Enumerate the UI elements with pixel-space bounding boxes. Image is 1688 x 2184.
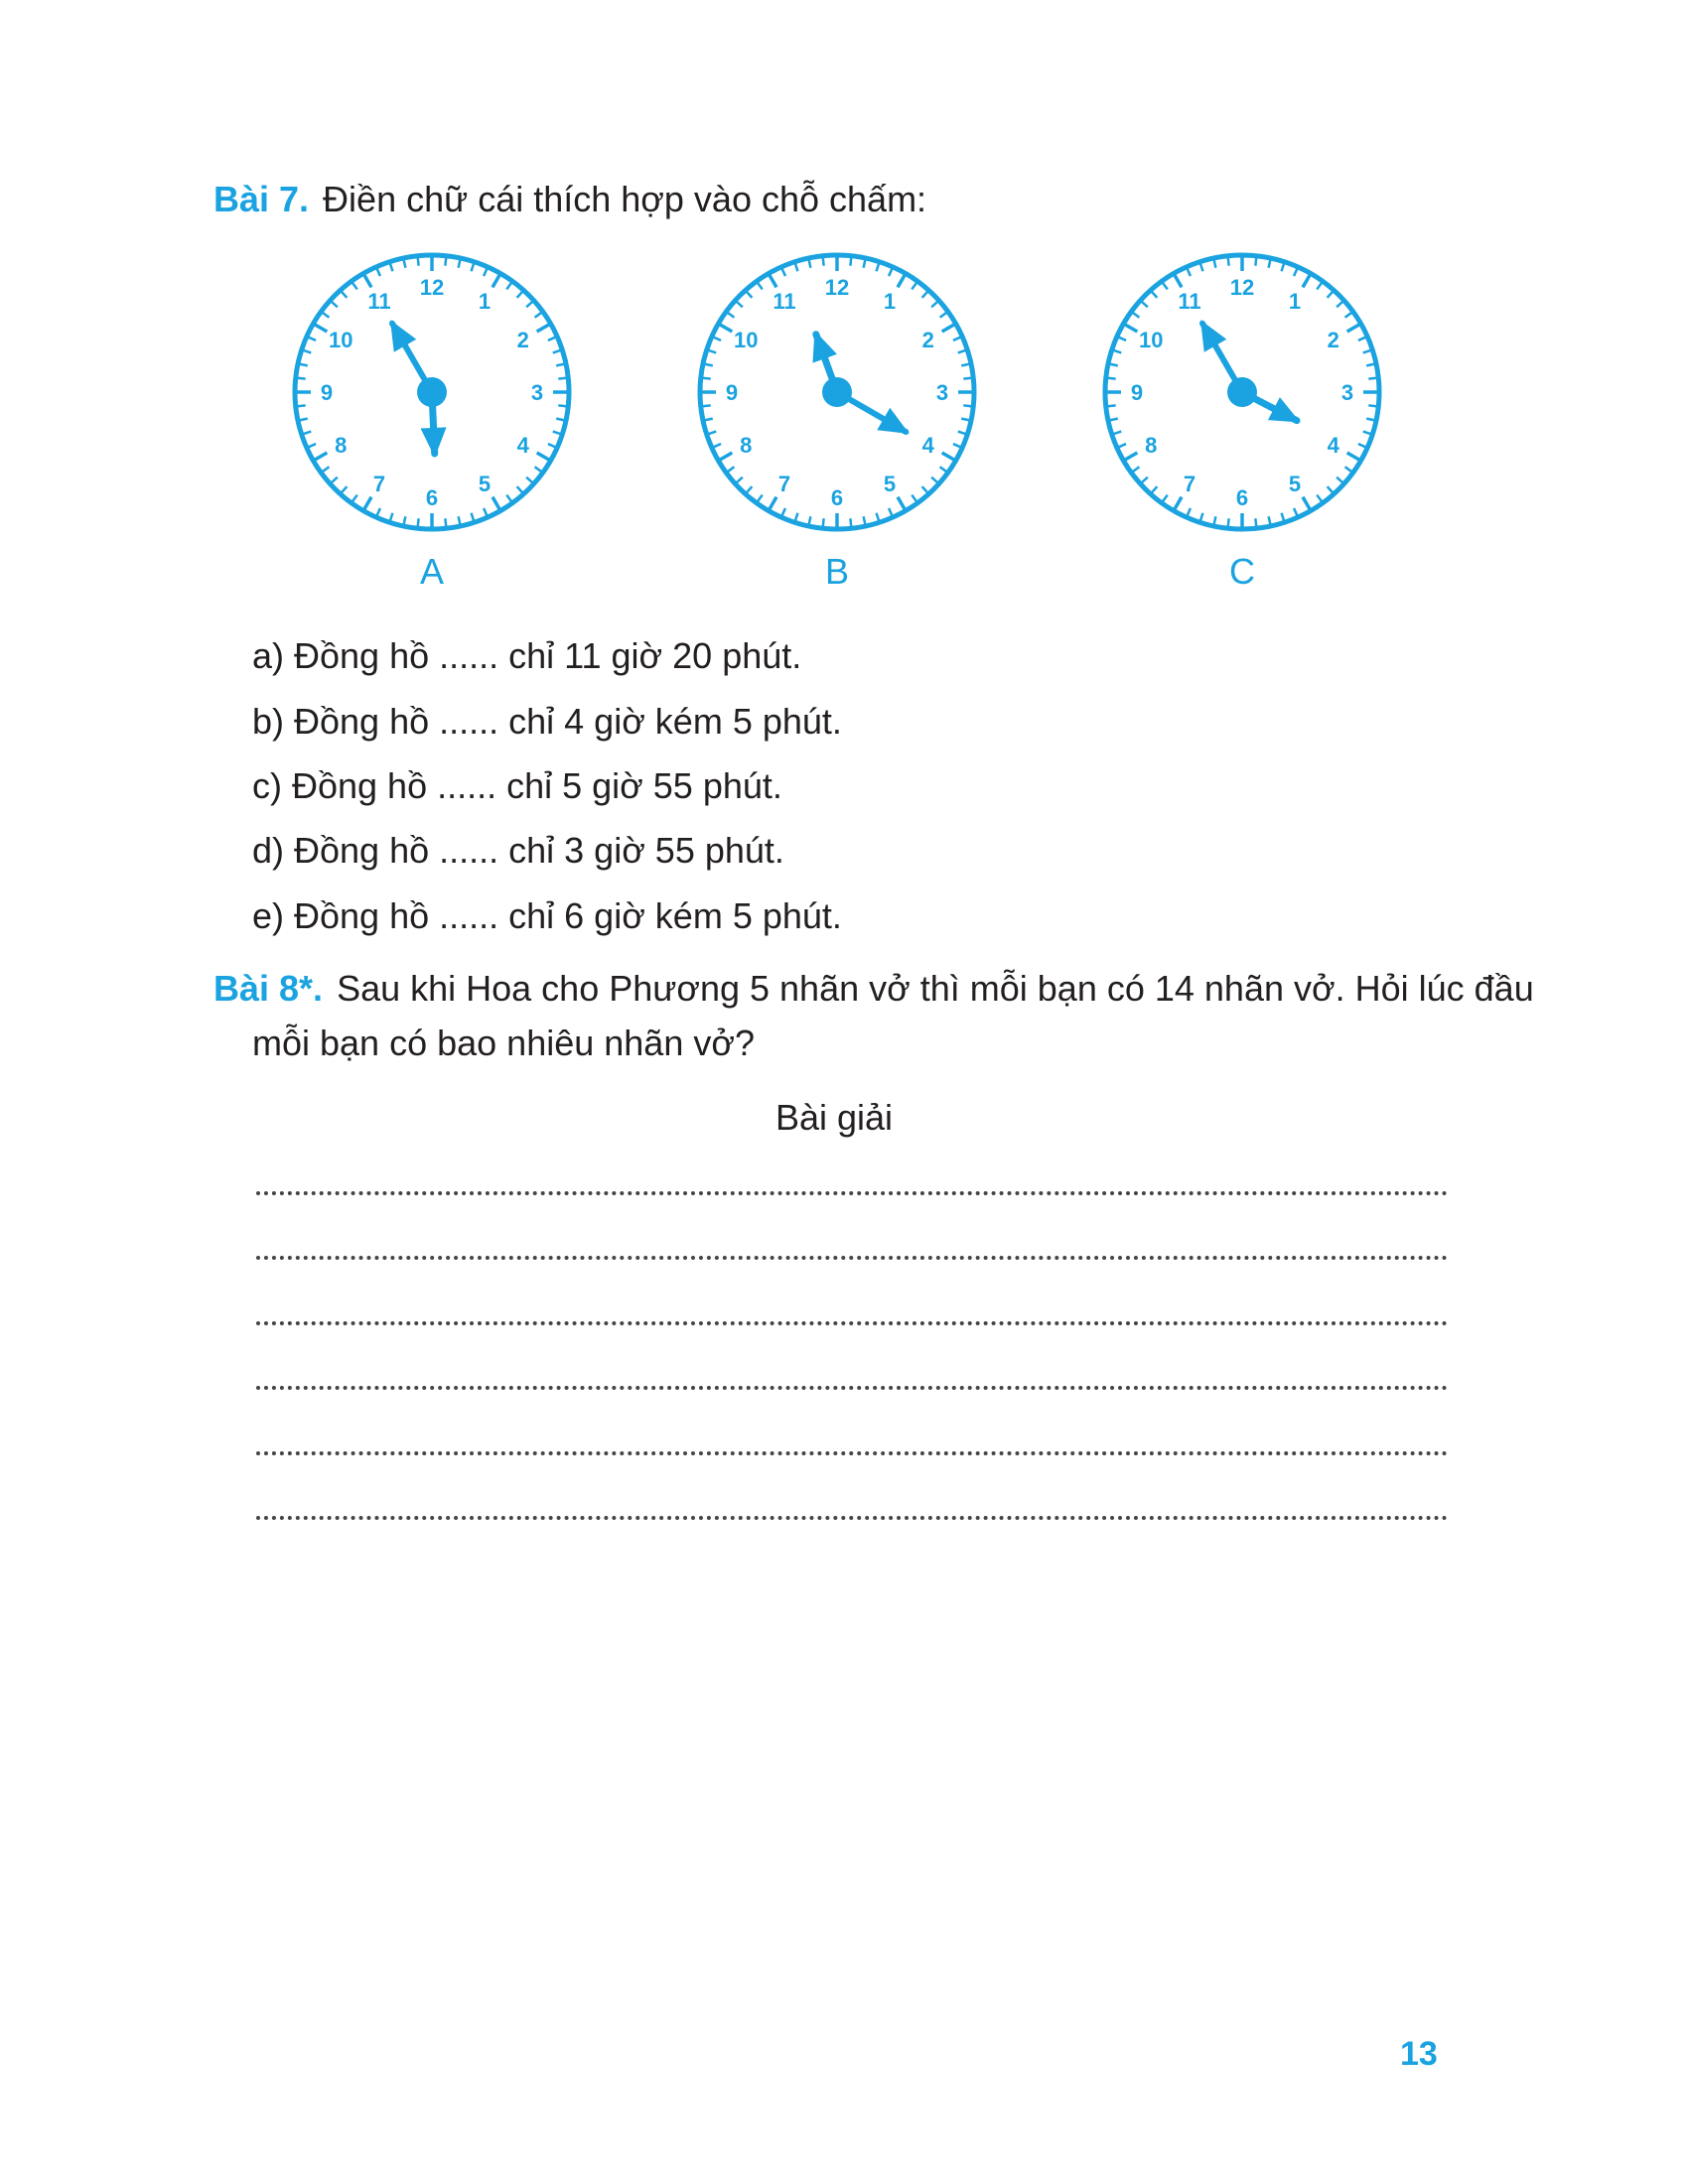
minute-tick bbox=[823, 518, 824, 526]
clock-number: 3 bbox=[935, 380, 949, 405]
minute-tick bbox=[1175, 275, 1182, 287]
clock-number: 8 bbox=[1145, 433, 1158, 458]
minute-tick bbox=[1269, 260, 1271, 268]
minute-tick bbox=[309, 444, 316, 447]
minute-tick bbox=[1228, 518, 1229, 526]
minute-tick bbox=[940, 467, 946, 472]
minute-tick bbox=[1317, 495, 1322, 501]
clock-row bbox=[278, 248, 1410, 606]
minute-tick bbox=[404, 516, 406, 524]
minute-tick bbox=[1108, 405, 1116, 406]
clock-b bbox=[693, 248, 981, 536]
clock-number: 2 bbox=[1327, 328, 1339, 352]
clock-number: 8 bbox=[740, 433, 753, 458]
clock-number: 1 bbox=[1288, 289, 1302, 315]
minute-tick bbox=[1317, 283, 1322, 289]
clock-number: 1 bbox=[478, 289, 492, 315]
clock-number: 8 bbox=[335, 433, 348, 458]
minute-tick bbox=[1255, 518, 1256, 526]
clock-number: 10 bbox=[733, 328, 759, 352]
clock-number: 3 bbox=[1340, 380, 1354, 405]
hour-hand-head bbox=[812, 331, 836, 363]
minute-tick bbox=[714, 444, 721, 447]
minute-tick bbox=[1214, 516, 1216, 524]
minute-tick bbox=[963, 378, 971, 379]
clock-number: 5 bbox=[1288, 471, 1302, 496]
clock-number: 7 bbox=[777, 471, 791, 496]
minute-tick bbox=[1200, 264, 1202, 272]
minute-tick bbox=[1347, 453, 1359, 460]
minute-tick bbox=[1255, 258, 1256, 266]
minute-tick bbox=[850, 258, 851, 266]
minute-tick bbox=[418, 518, 419, 526]
bai8-prompt bbox=[213, 968, 1534, 1010]
minute-tick bbox=[298, 378, 306, 379]
bai7-label: Bài 7. bbox=[213, 179, 310, 219]
minute-tick bbox=[332, 302, 338, 307]
minute-tick bbox=[418, 258, 419, 266]
minute-tick bbox=[459, 260, 461, 268]
minute-tick bbox=[1214, 260, 1216, 268]
clock-number: 9 bbox=[725, 380, 739, 405]
minute-tick bbox=[472, 264, 474, 272]
minute-tick bbox=[1188, 508, 1191, 515]
minute-tick bbox=[931, 302, 937, 307]
minute-tick bbox=[782, 508, 785, 515]
answer-line[interactable] bbox=[256, 1386, 1448, 1390]
minute-tick bbox=[1363, 432, 1371, 434]
minute-tick bbox=[1133, 313, 1139, 318]
minute-tick bbox=[1163, 283, 1168, 289]
minute-tick bbox=[506, 283, 511, 289]
minute-tick bbox=[953, 444, 960, 447]
minute-tick bbox=[558, 378, 566, 379]
clock-number: 2 bbox=[921, 328, 934, 352]
minute-tick bbox=[1282, 513, 1284, 521]
minute-tick bbox=[492, 497, 499, 509]
minute-tick bbox=[537, 325, 549, 332]
minute-tick bbox=[705, 364, 713, 366]
minute-tick bbox=[315, 453, 327, 460]
minute-tick bbox=[1175, 497, 1182, 509]
minute-tick bbox=[390, 513, 392, 521]
minute-tick bbox=[958, 350, 966, 352]
minute-tick bbox=[889, 269, 892, 276]
minute-tick bbox=[1152, 292, 1157, 298]
minute-tick bbox=[300, 364, 308, 366]
minute-tick bbox=[714, 338, 721, 341]
minute-tick bbox=[922, 292, 927, 298]
minute-tick bbox=[332, 478, 338, 482]
minute-tick bbox=[1358, 444, 1365, 447]
minute-tick bbox=[864, 516, 866, 524]
minute-tick bbox=[342, 486, 347, 492]
clock-c-label: C bbox=[1229, 551, 1255, 592]
minute-tick bbox=[445, 258, 446, 266]
minute-tick bbox=[553, 432, 561, 434]
minute-tick bbox=[1282, 264, 1284, 272]
minute-tick bbox=[720, 453, 732, 460]
minute-tick bbox=[1228, 258, 1229, 266]
bai7-item-c: c) Đồng hồ ...... chỉ 5 giờ 55 phút. bbox=[252, 765, 782, 806]
minute-tick bbox=[445, 518, 446, 526]
clock-number: 5 bbox=[883, 471, 897, 496]
clock-number: 9 bbox=[1130, 380, 1144, 405]
minute-tick bbox=[404, 260, 406, 268]
clock-center bbox=[822, 377, 852, 407]
clock-c bbox=[1098, 248, 1386, 536]
minute-tick bbox=[770, 497, 776, 509]
minute-tick bbox=[912, 283, 916, 289]
clock-number: 7 bbox=[1183, 471, 1196, 496]
minute-tick bbox=[758, 283, 763, 289]
minute-tick bbox=[484, 508, 487, 515]
minute-tick bbox=[553, 350, 561, 352]
minute-tick bbox=[377, 508, 380, 515]
minute-tick bbox=[304, 350, 312, 352]
minute-tick bbox=[1133, 467, 1139, 472]
clock-number: 2 bbox=[516, 328, 529, 352]
clock-number: 11 bbox=[773, 289, 796, 315]
clock-number: 6 bbox=[830, 485, 844, 510]
minute-tick bbox=[877, 513, 879, 521]
minute-tick bbox=[898, 275, 905, 287]
minute-tick bbox=[1368, 378, 1376, 379]
minute-tick bbox=[728, 467, 734, 472]
hour-hand-head bbox=[421, 427, 447, 458]
clock-number: 7 bbox=[372, 471, 386, 496]
minute-tick bbox=[459, 516, 461, 524]
clock-a-label: A bbox=[419, 551, 444, 592]
minute-tick bbox=[1152, 486, 1157, 492]
minute-tick bbox=[300, 419, 308, 421]
minute-tick bbox=[472, 513, 474, 521]
minute-tick bbox=[309, 338, 316, 341]
minute-tick bbox=[352, 495, 357, 501]
clock-center bbox=[417, 377, 447, 407]
clock-number: 4 bbox=[921, 433, 934, 458]
minute-tick bbox=[795, 264, 797, 272]
minute-tick bbox=[922, 486, 927, 492]
clock-center bbox=[1227, 377, 1257, 407]
clock-number: 9 bbox=[320, 380, 334, 405]
minute-tick bbox=[940, 313, 946, 318]
minute-tick bbox=[782, 269, 785, 276]
minute-tick bbox=[1110, 419, 1118, 421]
minute-tick bbox=[1345, 467, 1351, 472]
minute-tick bbox=[758, 495, 763, 501]
minute-tick bbox=[1269, 516, 1271, 524]
minute-tick bbox=[377, 269, 380, 276]
clock-number: 10 bbox=[1138, 328, 1164, 352]
minute-tick bbox=[953, 338, 960, 341]
answer-line[interactable] bbox=[256, 1321, 1448, 1325]
minute-tick bbox=[1366, 419, 1374, 421]
clock-a bbox=[288, 248, 576, 536]
minute-tick bbox=[963, 405, 971, 406]
minute-tick bbox=[1125, 453, 1137, 460]
bai8-text-line1: Sau khi Hoa cho Phương 5 nhãn vở thì mỗi bạn có 14 nhãn vở. Hỏi lúc đầu bbox=[337, 968, 1534, 1009]
minute-tick bbox=[1303, 497, 1310, 509]
clock-number: 1 bbox=[883, 289, 897, 315]
minute-tick bbox=[942, 453, 954, 460]
clock-number: 12 bbox=[1229, 275, 1255, 300]
bai7-item-b: b) Đồng hồ ...... chỉ 4 giờ kém 5 phút. bbox=[252, 701, 842, 742]
minute-tick bbox=[1368, 405, 1376, 406]
clock-number: 11 bbox=[1178, 289, 1201, 315]
minute-tick bbox=[1200, 513, 1202, 521]
minute-tick bbox=[850, 518, 851, 526]
clock-number: 12 bbox=[824, 275, 850, 300]
minute-tick bbox=[506, 495, 511, 501]
minute-tick bbox=[889, 508, 892, 515]
solution-title: Bài giải bbox=[774, 1097, 894, 1138]
minute-tick bbox=[809, 516, 811, 524]
minute-tick bbox=[703, 378, 711, 379]
bai8-text-line2: mỗi bạn có bao nhiêu nhãn vở? bbox=[252, 1023, 755, 1063]
answer-line[interactable] bbox=[256, 1191, 1448, 1195]
answer-line[interactable] bbox=[256, 1451, 1448, 1455]
minute-tick bbox=[898, 497, 905, 509]
minute-tick bbox=[864, 260, 866, 268]
minute-tick bbox=[1119, 444, 1126, 447]
minute-tick bbox=[352, 283, 357, 289]
minute-tick bbox=[1294, 508, 1297, 515]
minute-tick bbox=[1114, 432, 1122, 434]
answer-line[interactable] bbox=[256, 1516, 1448, 1520]
minute-tick bbox=[556, 419, 564, 421]
page-number: 13 bbox=[1400, 2035, 1438, 2073]
minute-tick bbox=[1328, 292, 1333, 298]
minute-tick bbox=[747, 292, 752, 298]
minute-tick bbox=[1336, 478, 1342, 482]
minute-tick bbox=[1358, 338, 1365, 341]
bai7-item-a: a) Đồng hồ ...... chỉ 11 giờ 20 phút. bbox=[252, 635, 802, 676]
minute-tick bbox=[1125, 325, 1137, 332]
bai7-prompt bbox=[213, 179, 926, 220]
minute-tick bbox=[1119, 338, 1126, 341]
minute-tick bbox=[1188, 269, 1191, 276]
minute-tick bbox=[390, 264, 392, 272]
minute-tick bbox=[1336, 302, 1342, 307]
minute-tick bbox=[1142, 478, 1148, 482]
minute-tick bbox=[1345, 313, 1351, 318]
minute-tick bbox=[556, 364, 564, 366]
minute-tick bbox=[705, 419, 713, 421]
minute-tick bbox=[548, 444, 555, 447]
bai7-item-e: e) Đồng hồ ...... chỉ 6 giờ kém 5 phút. bbox=[252, 895, 842, 936]
minute-tick bbox=[961, 419, 969, 421]
clock-b-label: B bbox=[824, 551, 849, 592]
minute-tick bbox=[1347, 325, 1359, 332]
minute-tick bbox=[1303, 275, 1310, 287]
minute-tick bbox=[1294, 269, 1297, 276]
minute-tick bbox=[537, 453, 549, 460]
minute-tick bbox=[323, 467, 329, 472]
minute-tick bbox=[535, 467, 541, 472]
minute-tick bbox=[720, 325, 732, 332]
minute-tick bbox=[1363, 350, 1371, 352]
minute-tick bbox=[364, 497, 371, 509]
minute-tick bbox=[1110, 364, 1118, 366]
bai7-text: Điền chữ cái thích hợp vào chỗ chấm: bbox=[323, 179, 927, 219]
minute-tick bbox=[709, 350, 717, 352]
minute-tick bbox=[912, 495, 916, 501]
minute-tick bbox=[517, 292, 522, 298]
clock-number: 6 bbox=[1235, 485, 1249, 510]
minute-tick bbox=[770, 275, 776, 287]
minute-tick bbox=[1142, 302, 1148, 307]
minute-tick bbox=[304, 432, 312, 434]
clock-number: 4 bbox=[516, 433, 529, 458]
minute-tick bbox=[548, 338, 555, 341]
minute-tick bbox=[298, 405, 306, 406]
minute-tick bbox=[1366, 364, 1374, 366]
bai8-label: Bài 8*. bbox=[213, 968, 324, 1009]
minute-tick bbox=[323, 313, 329, 318]
clock-number: 4 bbox=[1327, 433, 1339, 458]
minute-tick bbox=[709, 432, 717, 434]
answer-line[interactable] bbox=[256, 1256, 1448, 1260]
minute-tick bbox=[823, 258, 824, 266]
minute-tick bbox=[747, 486, 752, 492]
minute-tick bbox=[737, 302, 743, 307]
minute-tick bbox=[517, 486, 522, 492]
minute-tick bbox=[342, 292, 347, 298]
minute-tick bbox=[1108, 378, 1116, 379]
minute-tick bbox=[492, 275, 499, 287]
minute-tick bbox=[1114, 350, 1122, 352]
minute-tick bbox=[535, 313, 541, 318]
minute-tick bbox=[364, 275, 371, 287]
clock-number: 6 bbox=[425, 485, 439, 510]
clock-number: 5 bbox=[478, 471, 492, 496]
clock-number: 11 bbox=[367, 289, 391, 315]
bai7-item-d: d) Đồng hồ ...... chỉ 3 giờ 55 phút. bbox=[252, 830, 784, 871]
minute-tick bbox=[728, 313, 734, 318]
minute-tick bbox=[315, 325, 327, 332]
clock-number: 12 bbox=[419, 275, 445, 300]
clock-number: 10 bbox=[328, 328, 353, 352]
minute-tick bbox=[795, 513, 797, 521]
minute-tick bbox=[526, 302, 532, 307]
minute-tick bbox=[703, 405, 711, 406]
minute-tick bbox=[1328, 486, 1333, 492]
minute-tick bbox=[1163, 495, 1168, 501]
minute-tick bbox=[877, 264, 879, 272]
clock-number: 3 bbox=[530, 380, 544, 405]
minute-tick bbox=[809, 260, 811, 268]
minute-tick bbox=[931, 478, 937, 482]
minute-tick bbox=[961, 364, 969, 366]
minute-tick bbox=[942, 325, 954, 332]
minute-tick bbox=[526, 478, 532, 482]
minute-tick bbox=[958, 432, 966, 434]
minute-tick bbox=[558, 405, 566, 406]
minute-tick bbox=[737, 478, 743, 482]
minute-tick bbox=[484, 269, 487, 276]
